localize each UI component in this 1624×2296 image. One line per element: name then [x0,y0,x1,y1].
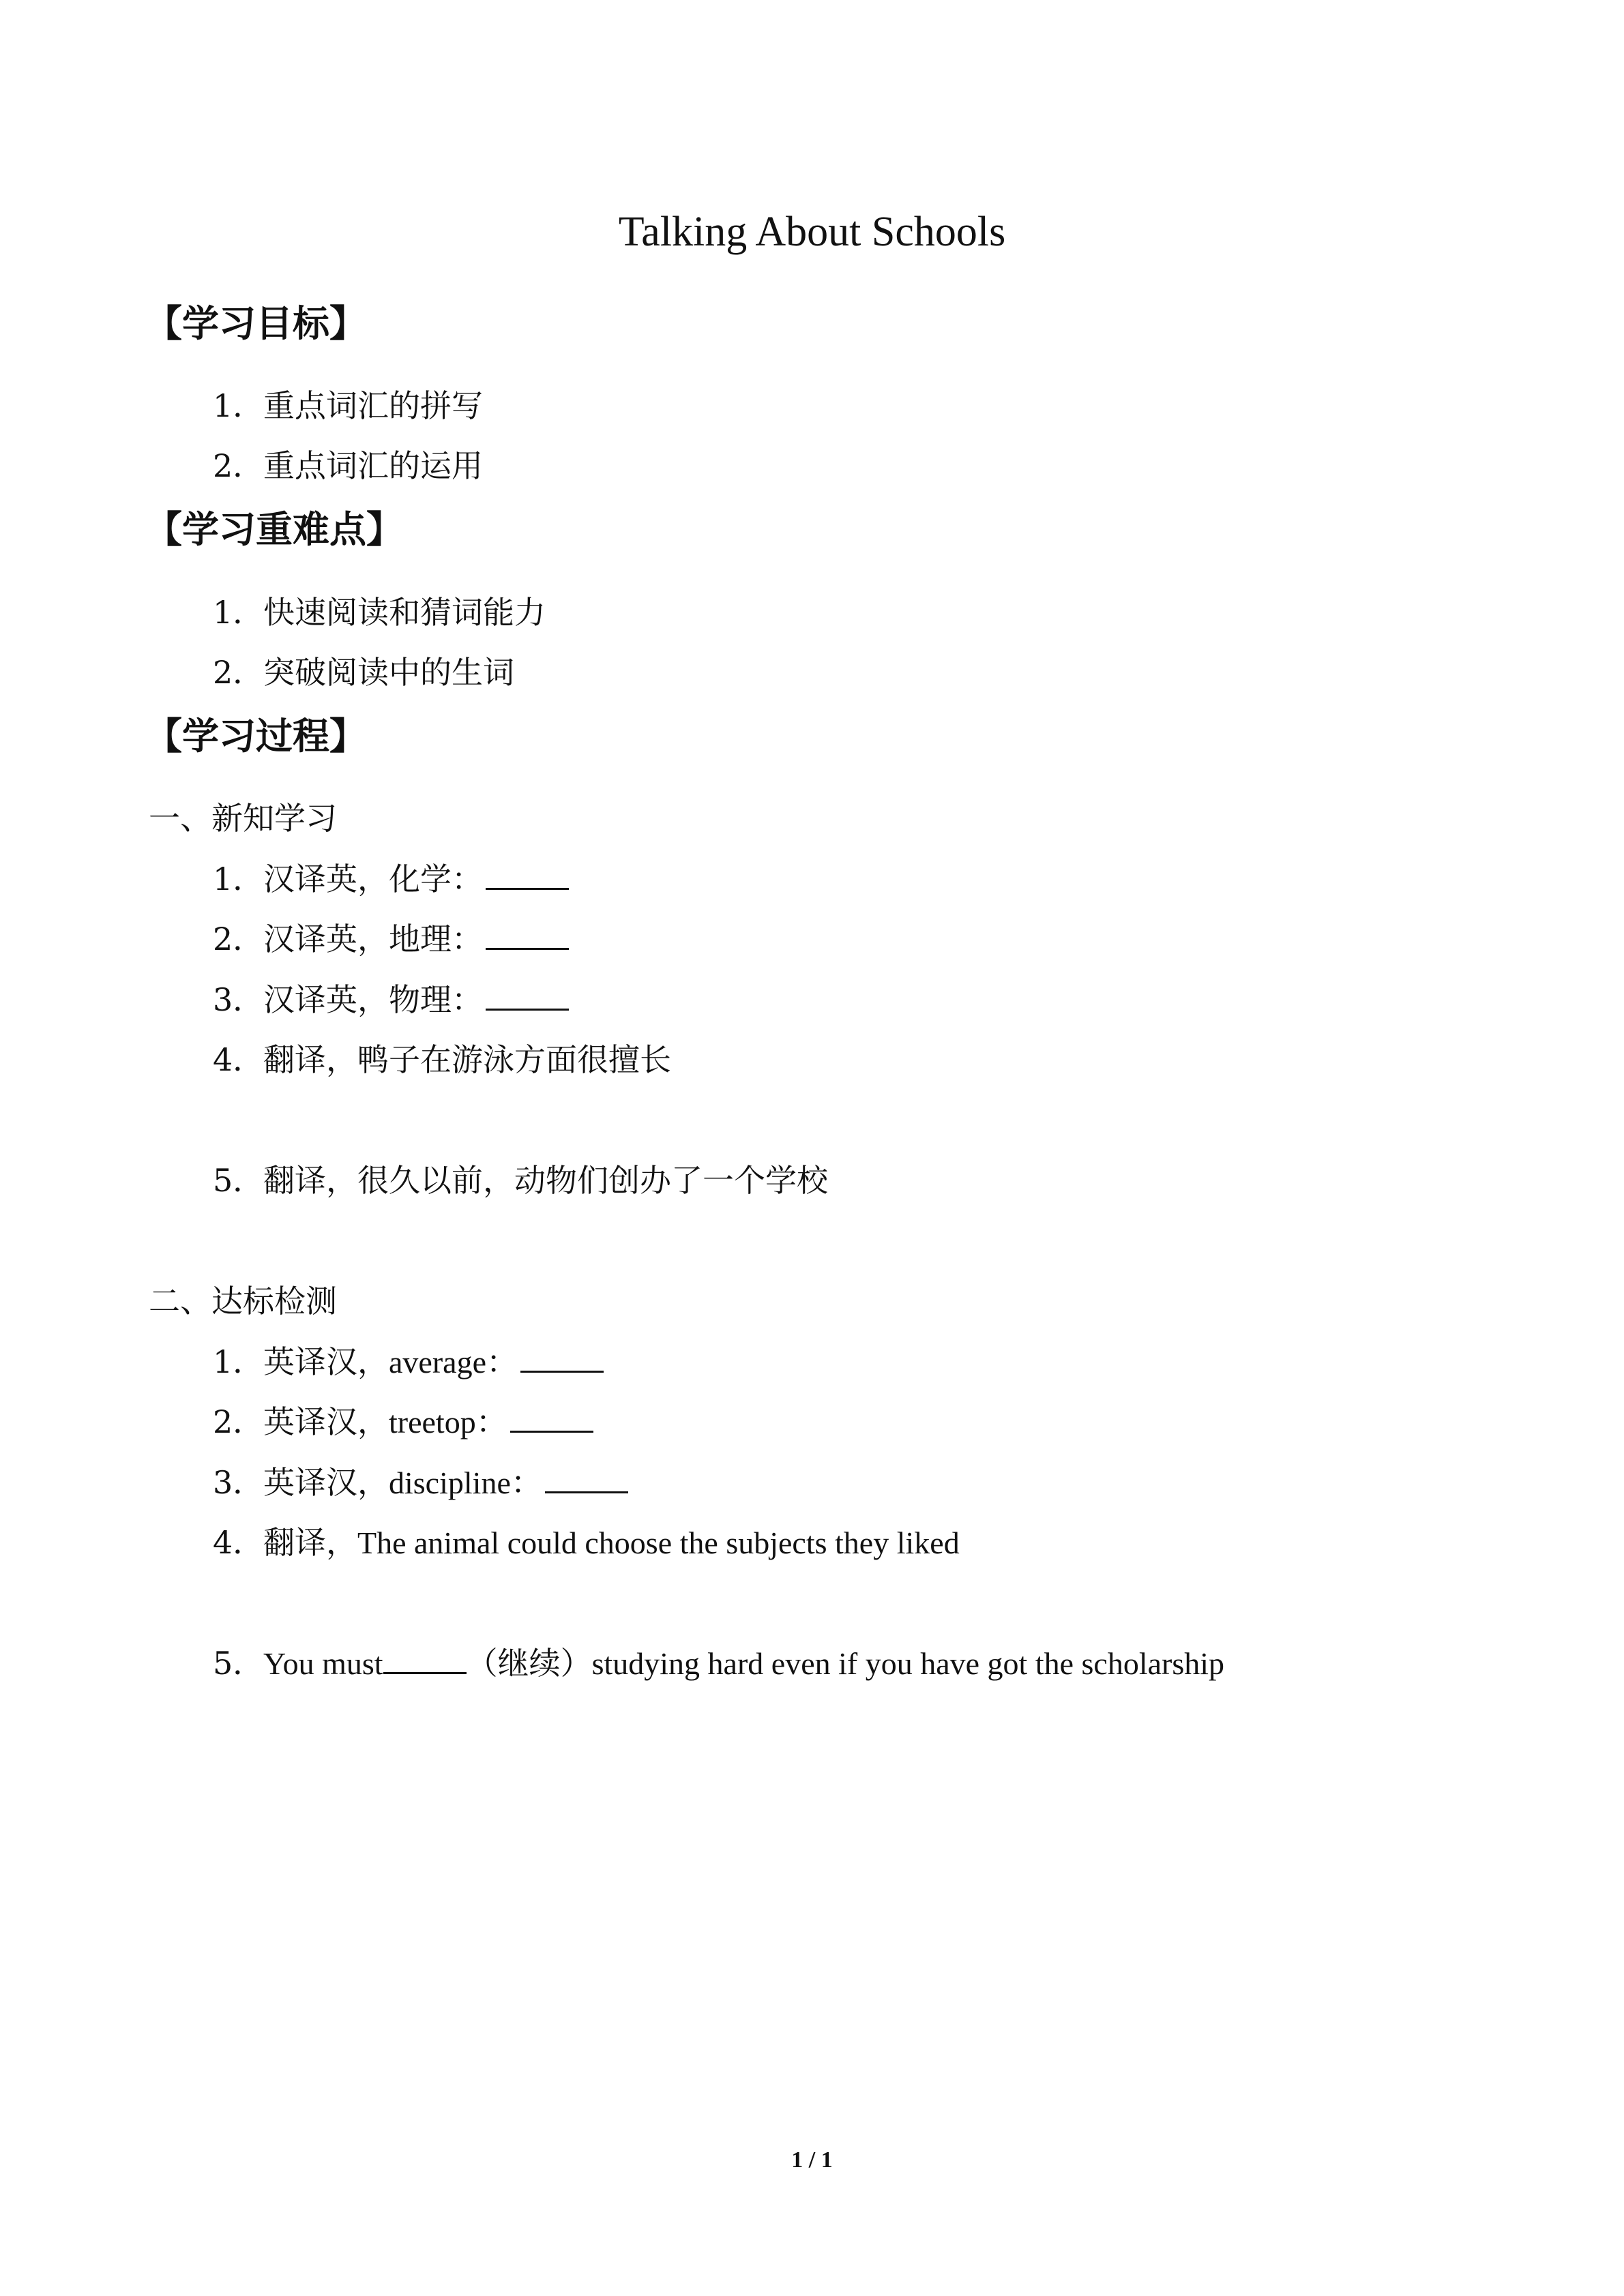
page-title: Talking About Schools [618,209,1006,255]
objective-item-2 [213,445,483,486]
item-colon: ： [510,1464,542,1501]
exercise-item [213,1160,828,1201]
answer-blank[interactable] [545,1464,628,1493]
item-text-after: studying hard even if you have got the scholarship [591,1646,1225,1681]
exercise-item [213,1522,960,1564]
objective-item-1 [213,385,483,426]
exercise-item [213,919,569,959]
exercise-item [213,1462,628,1504]
item-text-en: average [389,1345,486,1380]
section-heading-objectives: 【学习目标】 [145,302,366,345]
sub-heading-new-knowledge: 一、新知学习 [149,800,337,837]
item-number: 2． [213,921,265,957]
item-number: 1． [213,861,265,897]
item-text: 重点词汇的拼写 [263,387,483,424]
exercise-item [213,1039,671,1080]
item-number: 3． [213,1464,265,1501]
item-text-en: The animal could choose the subjects they liked [357,1525,960,1560]
item-number: 2． [213,1403,265,1440]
difficulty-item-2 [213,652,514,693]
item-number: 1． [213,1343,265,1380]
item-text: 汉译英，地理： [263,921,483,957]
exercise-item [213,979,569,1020]
item-number: 4． [213,1524,265,1561]
answer-blank[interactable] [486,921,569,950]
item-number: 5． [213,1162,265,1199]
item-number: 2． [213,654,265,691]
item-text: 汉译英，物理： [263,981,483,1018]
item-number: 3． [213,981,265,1018]
answer-blank[interactable] [383,1645,467,1674]
difficulty-item-1 [213,592,546,633]
item-number: 5． [213,1645,265,1682]
answer-blank[interactable] [486,861,569,890]
item-number: 4． [213,1041,265,1078]
section-heading-difficulties: 【学习重难点】 [145,508,403,551]
item-text: 快速阅读和猜词能力 [263,594,546,631]
item-colon: ： [486,1343,518,1380]
item-text: 汉译英，化学： [263,861,483,897]
item-text-en: discipline [389,1465,511,1500]
item-text: 翻译，很久以前，动物们创办了一个学校 [263,1162,828,1199]
item-colon: ： [475,1403,507,1440]
item-text: 翻译，鸭子在游泳方面很擅长 [263,1041,671,1078]
item-number: 2． [213,447,265,484]
item-text-cn: 英译汉， [263,1343,389,1380]
item-text: 突破阅读中的生词 [263,654,514,691]
item-number: 1． [213,594,265,631]
item-text-cn: 英译汉， [263,1403,389,1440]
answer-blank[interactable] [510,1403,593,1433]
exercise-item [213,1401,593,1443]
item-text-cn: （继续） [466,1645,592,1682]
answer-blank[interactable] [520,1343,604,1373]
section-heading-process: 【学习过程】 [145,715,366,758]
sub-heading-assessment: 二、达标检测 [149,1283,337,1320]
item-number: 1． [213,387,265,424]
exercise-item [213,1643,1224,1684]
item-text-cn: 英译汉， [263,1464,389,1501]
page-number: 1 / 1 [791,2147,833,2173]
exercise-item [213,859,569,899]
answer-blank[interactable] [486,981,569,1011]
item-text: 重点词汇的运用 [263,447,483,484]
exercise-item [213,1341,604,1383]
item-text-cn: 翻译， [263,1524,357,1561]
item-text-en: treetop [389,1405,476,1440]
item-text-before: You must [263,1646,383,1681]
